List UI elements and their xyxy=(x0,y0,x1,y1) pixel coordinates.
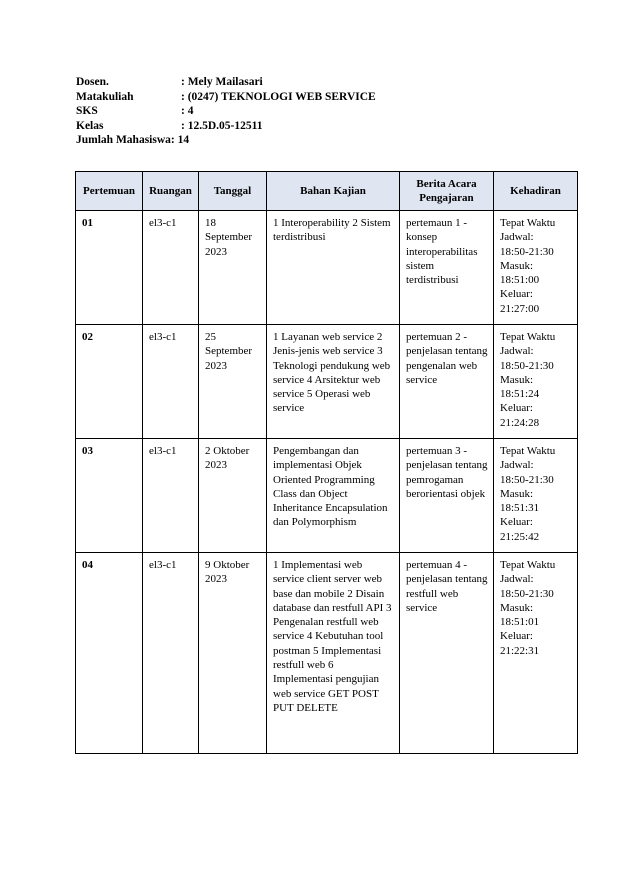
cell-ruangan: el3-c1 xyxy=(143,211,199,325)
table-header-row xyxy=(76,172,578,211)
header-value: : 12.5D.05-12511 xyxy=(181,119,263,132)
header-value: : 4 xyxy=(181,105,194,118)
cell-tanggal: 18 September 2023 xyxy=(199,211,267,325)
cell-bahan-kajian: Pengembangan dan implementasi Objek Oriented Programming Class dan Object Inheritance Encapsulation dan Polymorphism xyxy=(267,439,400,553)
cell-ruangan: el3-c1 xyxy=(143,325,199,439)
course-header xyxy=(76,75,376,148)
cell-berita-acara: pertemuan 3 - penjelasan tentang pemrogaman berorientasi objek xyxy=(400,439,494,553)
column-header-tanggal: Tanggal xyxy=(199,172,267,211)
header-label: Kelas xyxy=(76,119,104,132)
attendance-table xyxy=(75,171,578,754)
cell-kehadiran: Tepat Waktu Jadwal: 18:50-21:30 Masuk: 18:51:24 Keluar: 21:24:28 xyxy=(494,325,578,439)
header-value: : (0247) TEKNOLOGI WEB SERVICE xyxy=(181,90,376,103)
header-row-sks xyxy=(76,104,376,119)
cell-bahan-kajian: 1 Interoperability 2 Sistem terdistribusi xyxy=(267,211,400,325)
header-label: Matakuliah xyxy=(76,90,134,103)
header-label: Jumlah Mahasiswa xyxy=(76,134,171,147)
cell-bahan-kajian: 1 Layanan web service 2 Jenis-jenis web service 3 Teknologi pendukung web service 4 Arsitektur web service 5 Operasi web service xyxy=(267,325,400,439)
cell-tanggal: 25 September 2023 xyxy=(199,325,267,439)
cell-berita-acara: pertemuan 4 - penjelasan tentang restfull web service xyxy=(400,553,494,754)
cell-ruangan: el3-c1 xyxy=(143,439,199,553)
header-label: SKS xyxy=(76,105,98,118)
cell-ruangan: el3-c1 xyxy=(143,553,199,754)
column-header-ruangan: Ruangan xyxy=(143,172,199,211)
table-row xyxy=(76,553,578,754)
cell-pertemuan: 03 xyxy=(76,439,143,553)
cell-berita-acara: pertemaun 1 - konsep interoperabilitas sistem terdistribusi xyxy=(400,211,494,325)
cell-kehadiran: Tepat Waktu Jadwal: 18:50-21:30 Masuk: 18:51:31 Keluar: 21:25:42 xyxy=(494,439,578,553)
header-row-jumlah-mahasiswa xyxy=(76,133,376,148)
cell-tanggal: 9 Oktober 2023 xyxy=(199,553,267,754)
column-header-berita-acara: Berita Acara Pengajaran xyxy=(400,172,494,211)
table-row xyxy=(76,325,578,439)
column-header-kehadiran: Kehadiran xyxy=(494,172,578,211)
cell-pertemuan: 01 xyxy=(76,211,143,325)
cell-kehadiran: Tepat Waktu Jadwal: 18:50-21:30 Masuk: 18:51:01 Keluar: 21:22:31 xyxy=(494,553,578,754)
cell-pertemuan: 04 xyxy=(76,553,143,754)
table-row xyxy=(76,211,578,325)
header-value: : 14 xyxy=(170,134,190,147)
cell-tanggal: 2 Oktober 2023 xyxy=(199,439,267,553)
header-label: Dosen. xyxy=(76,76,109,88)
column-header-pertemuan: Pertemuan xyxy=(76,172,143,211)
header-row-matakuliah xyxy=(76,90,376,105)
cell-berita-acara: pertemuan 2 - penjelasan tentang pengenalan web service xyxy=(400,325,494,439)
header-value: : Mely Mailasari xyxy=(181,76,263,88)
table-row xyxy=(76,439,578,553)
header-row-kelas xyxy=(76,119,376,134)
cell-kehadiran: Tepat Waktu Jadwal: 18:50-21:30 Masuk: 18:51:00 Keluar: 21:27:00 xyxy=(494,211,578,325)
column-header-bahan-kajian: Bahan Kajian xyxy=(267,172,400,211)
cell-bahan-kajian: 1 Implementasi web service client server web base dan mobile 2 Disain database dan restfull API 3 Pengenalan restfull web service 4 Kebutuhan tool postman 5 Implementasi restfull web 6 Implementasi pengujian web service GET POST PUT DELETE xyxy=(267,553,400,754)
header-row-dosen xyxy=(76,75,376,90)
cell-pertemuan: 02 xyxy=(76,325,143,439)
